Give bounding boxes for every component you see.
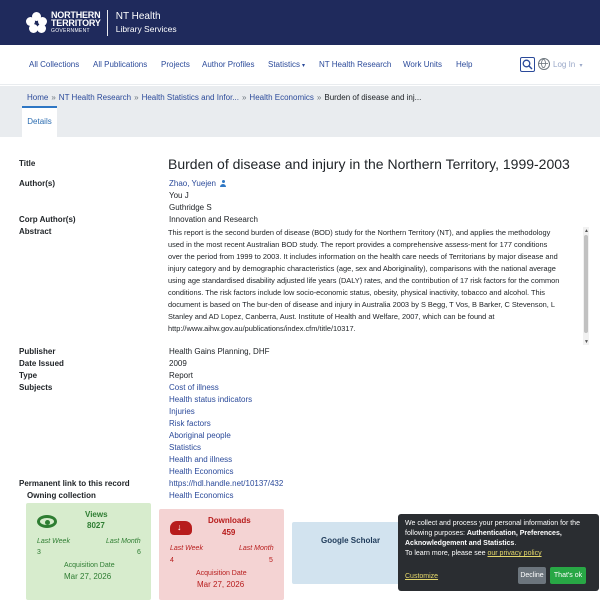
views-acquisition-date: Mar 27, 2026 [64,572,112,581]
downloads-acquisition-label: Acquisition Date [196,570,247,577]
breadcrumb-separator: » [134,93,139,102]
type-value: Report [169,371,194,380]
eye-icon [37,515,57,528]
views-last-week-label: Last Week [37,538,70,545]
views-last-week-value: 3 [37,549,41,556]
breadcrumb-current: Burden of disease and inj... [324,93,422,102]
label-permanent-link: Permanent link to this record [19,479,130,488]
subject-link[interactable]: Risk factors [169,419,211,428]
permanent-link[interactable]: https://hdl.handle.net/10137/432 [169,479,284,488]
label-subjects: Subjects [19,383,53,392]
downloads-last-week-label: Last Week [170,545,203,552]
person-icon[interactable] [220,180,226,187]
cookie-decline-button[interactable]: Decline [518,567,546,584]
views-stat-card [26,503,151,600]
downloads-last-week-value: 4 [170,557,174,564]
cookie-customize-link[interactable]: Customize [405,573,439,580]
label-publisher: Publisher [19,347,56,356]
privacy-policy-link[interactable]: our privacy policy [487,550,542,557]
scroll-up-arrow-icon[interactable]: ▲ [584,228,589,234]
cookie-accept-button[interactable]: That's ok [550,567,586,584]
breadcrumb-separator: » [241,93,247,102]
banner-divider [107,10,108,36]
subject-link[interactable]: Aboriginal people [169,431,231,440]
chevron-down-icon: ▾ [302,63,306,69]
login-label: Log In [553,60,576,69]
subject-link[interactable]: Statistics [169,443,202,452]
nt-government-logo-text: NORTHERN TERRITORY GOVERNMENT [51,9,101,34]
scroll-down-arrow-icon[interactable]: ▼ [584,339,589,345]
views-last-month-label: Last Month [106,538,141,545]
breadcrumb-health-economics[interactable]: Health Economics [249,93,314,102]
breadcrumb-area [0,86,600,137]
downloads-total: 459 [222,528,236,537]
views-total: 8027 [87,521,105,530]
abstract-scrollbar[interactable] [583,227,589,345]
scrollbar-thumb[interactable] [584,235,588,333]
login-dropdown[interactable] [553,60,583,69]
views-last-month-value: 6 [137,549,141,556]
language-globe-icon[interactable] [538,58,550,70]
subject-link[interactable]: Injuries [169,407,195,416]
nav-projects[interactable]: Projects [161,60,190,69]
label-authors: Author(s) [19,179,55,188]
publisher-value: Health Gains Planning, DHF [169,347,270,356]
site-header [0,0,600,45]
nav-author-profiles[interactable]: Author Profiles [202,60,255,69]
nav-help[interactable]: Help [456,60,473,69]
author-name: Guthridge S [169,203,212,212]
downloads-acquisition-date: Mar 27, 2026 [197,580,245,589]
views-acquisition-label: Acquisition Date [64,562,115,569]
subject-link[interactable]: Health Economics [169,467,234,476]
cloud-download-icon: ↓ [170,521,192,535]
subject-link[interactable]: Cost of illness [169,383,219,392]
page-title: Burden of disease and injury in the Northern Territory, 1999-2003 [168,156,570,172]
downloads-last-month-label: Last Month [239,545,274,552]
owning-collection-link[interactable]: Health Economics [169,491,234,500]
chevron-down-icon: ▾ [579,63,583,69]
cookie-consent-text: We collect and process your personal information for the following purposes: Authentication, Preferences, Acknowledgement and Statistics. To learn more, please see our privacy policy [405,520,580,557]
google-scholar-title[interactable]: Google Scholar [321,536,381,545]
nav-all-publications[interactable]: All Publications [93,60,148,69]
breadcrumb-health-statistics[interactable]: Health Statistics and Infor... [141,93,239,102]
author-link[interactable] [169,179,226,188]
google-scholar-card[interactable] [292,522,405,584]
author-name[interactable]: Zhao, Yuejen [169,179,217,188]
label-corp-authors: Corp Author(s) [19,215,76,224]
label-title: Title [19,159,36,168]
subject-link[interactable]: Health and illness [169,455,233,464]
breadcrumb-separator: » [51,93,56,102]
label-date-issued: Date Issued [19,359,64,368]
search-icon [521,58,534,71]
breadcrumb-nt-health-research[interactable]: NT Health Research [58,93,132,102]
nt-government-logo-icon[interactable] [26,12,48,34]
breadcrumb-separator: » [316,93,322,102]
downloads-last-month-value: 5 [269,557,273,564]
breadcrumb [27,93,421,102]
breadcrumb-home[interactable]: Home [27,93,49,102]
nav-work-units[interactable]: Work Units [403,60,442,69]
views-title: Views [85,510,108,519]
subject-link[interactable]: Health status indicators [169,395,253,404]
corp-author: Innovation and Research [169,215,258,224]
search-button[interactable] [520,57,535,72]
abstract-text: This report is the second burden of disease (BOD) study for the Northern Territory (NT), and applies the methodology used in the most recent Australian BOD study. The report provides a comprehensive assess-ment for 177 conditions over the period from 1999 to 2003. It includes information on the health care needs of Territorians by major disease and injury category and by demographic characteristics (age, sex and Aboriginality), comparisons with the national average using age standardised disability adjusted life years (DALY) rates, and the contribution of 17 risk factors for the common conditions. The risk factors include low socio-economic status, obesity, physical inactivity, tobacco and alcohol. This document is based on The bur-den of disease and injury in Australia 2003 by S Begg, T Vos, B Barker, C Stevenson, L Stanley and AD Lopez, Canberra, Aust. Institute of Health and Welfare, 2007, which can be found at http://www.aihw.gov.au/publications/index.cfm/title/10317. [168,228,560,333]
nav-statistics-label: Statistics [268,60,301,69]
globe-icon [539,59,548,68]
label-abstract: Abstract [19,227,52,236]
nav-all-collections[interactable]: All Collections [29,60,80,69]
label-owning-collection: Owning collection [27,491,96,500]
site-title[interactable]: NT Health Library Services [115,10,177,34]
date-issued-value: 2009 [169,359,187,368]
cookie-consent-banner [398,514,599,591]
author-name: You J [169,191,189,200]
label-type: Type [19,371,38,380]
tab-details[interactable]: Details [22,106,57,137]
downloads-stat-card [159,509,284,600]
nav-nt-health-research[interactable]: NT Health Research [319,60,392,69]
nav-statistics[interactable] [268,60,305,69]
downloads-title: Downloads [208,516,251,525]
